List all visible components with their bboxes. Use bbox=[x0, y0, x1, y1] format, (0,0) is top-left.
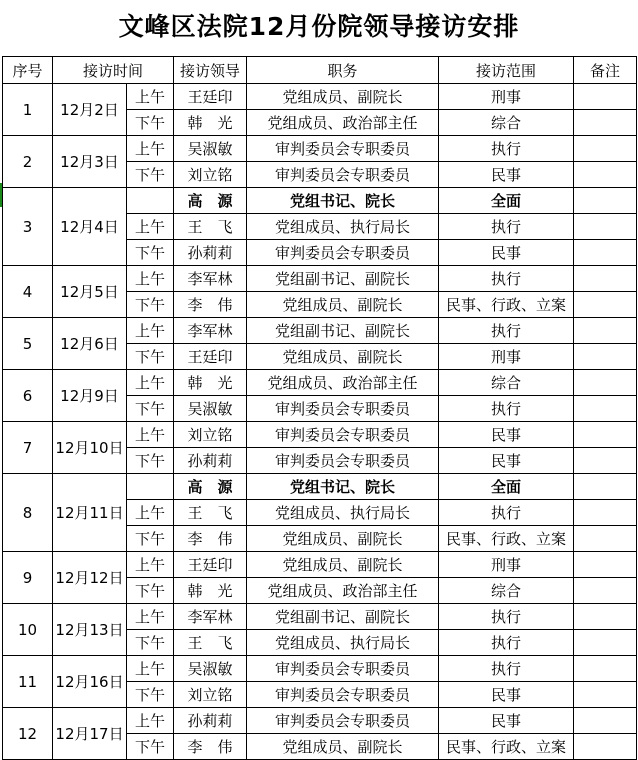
period-cell: 下午 bbox=[127, 162, 174, 188]
note-cell bbox=[574, 604, 637, 630]
leader-cell: 刘立铭 bbox=[174, 422, 247, 448]
leader-cell: 韩 光 bbox=[174, 110, 247, 136]
period-cell: 下午 bbox=[127, 448, 174, 474]
leader-cell: 刘立铭 bbox=[174, 162, 247, 188]
seq-cell: 3 bbox=[3, 188, 53, 266]
table-row bbox=[3, 370, 637, 396]
period-cell: 上午 bbox=[127, 552, 174, 578]
period-cell: 上午 bbox=[127, 708, 174, 734]
table-row bbox=[3, 604, 637, 630]
position-cell: 审判委员会专职委员 bbox=[247, 240, 439, 266]
position-cell: 党组副书记、副院长 bbox=[247, 318, 439, 344]
scope-cell: 民事、行政、立案 bbox=[439, 292, 574, 318]
note-cell bbox=[574, 630, 637, 656]
header-position: 职务 bbox=[247, 57, 439, 84]
scope-cell: 全面 bbox=[439, 188, 574, 214]
note-cell bbox=[574, 422, 637, 448]
schedule-table bbox=[2, 56, 637, 760]
seq-cell: 4 bbox=[3, 266, 53, 318]
table-row bbox=[3, 188, 637, 214]
note-cell bbox=[574, 578, 637, 604]
period-cell: 上午 bbox=[127, 318, 174, 344]
leader-cell: 吴淑敏 bbox=[174, 396, 247, 422]
period-cell: 下午 bbox=[127, 344, 174, 370]
position-cell: 党组副书记、副院长 bbox=[247, 266, 439, 292]
table-row bbox=[3, 708, 637, 734]
period-cell: 上午 bbox=[127, 500, 174, 526]
date-cell: 12月4日 bbox=[53, 188, 127, 266]
header-row bbox=[3, 57, 637, 84]
seq-cell: 11 bbox=[3, 656, 53, 708]
note-cell bbox=[574, 474, 637, 500]
date-cell: 12月17日 bbox=[53, 708, 127, 760]
seq-cell: 10 bbox=[3, 604, 53, 656]
note-cell bbox=[574, 344, 637, 370]
period-cell: 下午 bbox=[127, 630, 174, 656]
position-cell: 党组成员、副院长 bbox=[247, 292, 439, 318]
date-cell: 12月11日 bbox=[53, 474, 127, 552]
position-cell: 党组副书记、副院长 bbox=[247, 604, 439, 630]
scope-cell: 综合 bbox=[439, 578, 574, 604]
position-cell: 党组成员、政治部主任 bbox=[247, 110, 439, 136]
leader-cell: 韩 光 bbox=[174, 370, 247, 396]
position-cell: 审判委员会专职委员 bbox=[247, 422, 439, 448]
table-row bbox=[3, 136, 637, 162]
header-time: 接访时间 bbox=[53, 57, 174, 84]
note-cell bbox=[574, 84, 637, 110]
position-cell: 审判委员会专职委员 bbox=[247, 656, 439, 682]
seq-cell: 2 bbox=[3, 136, 53, 188]
scope-cell: 执行 bbox=[439, 396, 574, 422]
leader-cell: 孙莉莉 bbox=[174, 708, 247, 734]
table-row bbox=[3, 266, 637, 292]
seq-cell: 9 bbox=[3, 552, 53, 604]
header-seq: 序号 bbox=[3, 57, 53, 84]
date-cell: 12月6日 bbox=[53, 318, 127, 370]
scope-cell: 民事 bbox=[439, 240, 574, 266]
position-cell: 党组成员、副院长 bbox=[247, 344, 439, 370]
scope-cell: 执行 bbox=[439, 604, 574, 630]
table-row bbox=[3, 318, 637, 344]
header-note: 备注 bbox=[574, 57, 637, 84]
note-cell bbox=[574, 656, 637, 682]
table-row bbox=[3, 474, 637, 500]
leader-cell: 韩 光 bbox=[174, 578, 247, 604]
note-cell bbox=[574, 552, 637, 578]
position-cell: 党组成员、政治部主任 bbox=[247, 370, 439, 396]
period-cell: 上午 bbox=[127, 604, 174, 630]
date-cell: 12月10日 bbox=[53, 422, 127, 474]
position-cell: 审判委员会专职委员 bbox=[247, 136, 439, 162]
scope-cell: 民事、行政、立案 bbox=[439, 526, 574, 552]
leader-cell: 王廷印 bbox=[174, 84, 247, 110]
seq-cell: 8 bbox=[3, 474, 53, 552]
header-leader: 接访领导 bbox=[174, 57, 247, 84]
note-cell bbox=[574, 734, 637, 760]
scope-cell: 执行 bbox=[439, 318, 574, 344]
period-cell: 下午 bbox=[127, 526, 174, 552]
leader-cell: 王廷印 bbox=[174, 344, 247, 370]
position-cell: 审判委员会专职委员 bbox=[247, 162, 439, 188]
table-row bbox=[3, 656, 637, 682]
position-cell: 党组成员、政治部主任 bbox=[247, 578, 439, 604]
leader-cell: 高 源 bbox=[174, 188, 247, 214]
note-cell bbox=[574, 240, 637, 266]
position-cell: 党组成员、执行局长 bbox=[247, 500, 439, 526]
seq-cell: 12 bbox=[3, 708, 53, 760]
leader-cell: 王 飞 bbox=[174, 630, 247, 656]
scope-cell: 民事、行政、立案 bbox=[439, 734, 574, 760]
position-cell: 审判委员会专职委员 bbox=[247, 448, 439, 474]
note-cell bbox=[574, 396, 637, 422]
period-cell: 下午 bbox=[127, 396, 174, 422]
period-cell: 下午 bbox=[127, 292, 174, 318]
note-cell bbox=[574, 708, 637, 734]
period-cell: 上午 bbox=[127, 136, 174, 162]
leader-cell: 李 伟 bbox=[174, 292, 247, 318]
date-cell: 12月9日 bbox=[53, 370, 127, 422]
scope-cell: 综合 bbox=[439, 370, 574, 396]
seq-cell: 1 bbox=[3, 84, 53, 136]
scope-cell: 执行 bbox=[439, 266, 574, 292]
position-cell: 审判委员会专职委员 bbox=[247, 682, 439, 708]
seq-cell: 5 bbox=[3, 318, 53, 370]
note-cell bbox=[574, 110, 637, 136]
scope-cell: 民事 bbox=[439, 682, 574, 708]
date-cell: 12月13日 bbox=[53, 604, 127, 656]
leader-cell: 刘立铭 bbox=[174, 682, 247, 708]
scope-cell: 全面 bbox=[439, 474, 574, 500]
period-cell: 上午 bbox=[127, 84, 174, 110]
period-cell: 下午 bbox=[127, 734, 174, 760]
scope-cell: 执行 bbox=[439, 136, 574, 162]
period-cell bbox=[127, 188, 174, 214]
position-cell: 党组书记、院长 bbox=[247, 474, 439, 500]
period-cell: 上午 bbox=[127, 214, 174, 240]
position-cell: 审判委员会专职委员 bbox=[247, 396, 439, 422]
period-cell: 上午 bbox=[127, 656, 174, 682]
scope-cell: 民事 bbox=[439, 162, 574, 188]
period-cell: 下午 bbox=[127, 578, 174, 604]
scope-cell: 执行 bbox=[439, 656, 574, 682]
note-cell bbox=[574, 136, 637, 162]
note-cell bbox=[574, 682, 637, 708]
table-row bbox=[3, 422, 637, 448]
leader-cell: 李军林 bbox=[174, 318, 247, 344]
leader-cell: 王 飞 bbox=[174, 500, 247, 526]
note-cell bbox=[574, 318, 637, 344]
scope-cell: 刑事 bbox=[439, 84, 574, 110]
leader-cell: 李军林 bbox=[174, 266, 247, 292]
position-cell: 党组成员、执行局长 bbox=[247, 214, 439, 240]
position-cell: 党组书记、院长 bbox=[247, 188, 439, 214]
scope-cell: 民事 bbox=[439, 422, 574, 448]
scope-cell: 执行 bbox=[439, 214, 574, 240]
note-cell bbox=[574, 266, 637, 292]
position-cell: 审判委员会专职委员 bbox=[247, 708, 439, 734]
seq-cell: 7 bbox=[3, 422, 53, 474]
period-cell: 下午 bbox=[127, 240, 174, 266]
position-cell: 党组成员、副院长 bbox=[247, 526, 439, 552]
table-row bbox=[3, 552, 637, 578]
page-title: 文峰区法院12月份院领导接访安排 bbox=[118, 12, 520, 41]
note-cell bbox=[574, 500, 637, 526]
leader-cell: 孙莉莉 bbox=[174, 448, 247, 474]
scope-cell: 执行 bbox=[439, 630, 574, 656]
scope-cell: 执行 bbox=[439, 500, 574, 526]
note-cell bbox=[574, 188, 637, 214]
seq-cell: 6 bbox=[3, 370, 53, 422]
scope-cell: 综合 bbox=[439, 110, 574, 136]
date-cell: 12月16日 bbox=[53, 656, 127, 708]
date-cell: 12月5日 bbox=[53, 266, 127, 318]
period-cell: 上午 bbox=[127, 266, 174, 292]
note-cell bbox=[574, 526, 637, 552]
leader-cell: 吴淑敏 bbox=[174, 136, 247, 162]
note-cell bbox=[574, 162, 637, 188]
leader-cell: 吴淑敏 bbox=[174, 656, 247, 682]
scope-cell: 刑事 bbox=[439, 344, 574, 370]
position-cell: 党组成员、副院长 bbox=[247, 84, 439, 110]
scope-cell: 民事 bbox=[439, 448, 574, 474]
note-cell bbox=[574, 370, 637, 396]
leader-cell: 李 伟 bbox=[174, 526, 247, 552]
leader-cell: 李军林 bbox=[174, 604, 247, 630]
period-cell: 下午 bbox=[127, 110, 174, 136]
period-cell bbox=[127, 474, 174, 500]
scope-cell: 民事 bbox=[439, 708, 574, 734]
leader-cell: 王 飞 bbox=[174, 214, 247, 240]
note-cell bbox=[574, 214, 637, 240]
scope-cell: 刑事 bbox=[439, 552, 574, 578]
position-cell: 党组成员、副院长 bbox=[247, 552, 439, 578]
leader-cell: 李 伟 bbox=[174, 734, 247, 760]
date-cell: 12月2日 bbox=[53, 84, 127, 136]
leader-cell: 高 源 bbox=[174, 474, 247, 500]
period-cell: 上午 bbox=[127, 422, 174, 448]
date-cell: 12月12日 bbox=[53, 552, 127, 604]
period-cell: 上午 bbox=[127, 370, 174, 396]
period-cell: 下午 bbox=[127, 682, 174, 708]
header-scope: 接访范围 bbox=[439, 57, 574, 84]
position-cell: 党组成员、副院长 bbox=[247, 734, 439, 760]
position-cell: 党组成员、执行局长 bbox=[247, 630, 439, 656]
leader-cell: 王廷印 bbox=[174, 552, 247, 578]
date-cell: 12月3日 bbox=[53, 136, 127, 188]
note-cell bbox=[574, 448, 637, 474]
table-row bbox=[3, 84, 637, 110]
note-cell bbox=[574, 292, 637, 318]
leader-cell: 孙莉莉 bbox=[174, 240, 247, 266]
